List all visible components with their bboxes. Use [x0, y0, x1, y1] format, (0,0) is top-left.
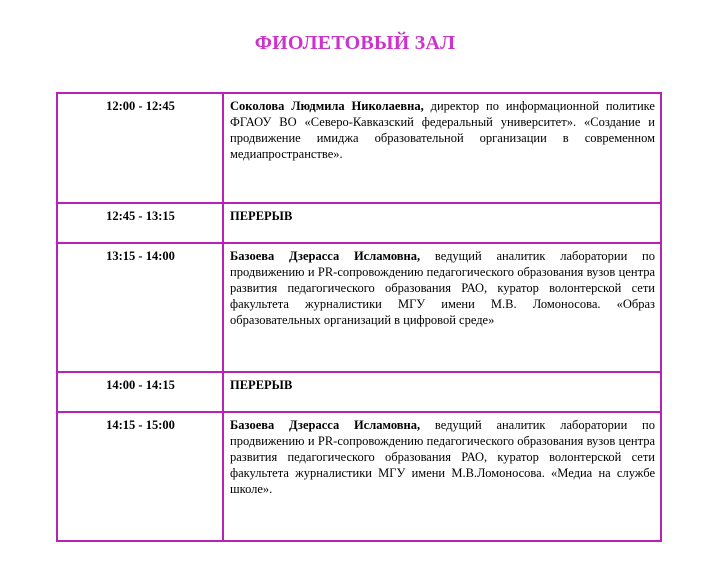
- speaker-name: Базоева Дзерасса Исламовна,: [230, 418, 421, 432]
- schedule-row-break: [57, 372, 661, 412]
- schedule-row: [57, 412, 661, 541]
- schedule-table: [56, 92, 662, 542]
- schedule-row: [57, 243, 661, 372]
- description-cell: [223, 372, 661, 412]
- speaker-name: Соколова Людмила Николаевна,: [230, 99, 424, 113]
- time-cell: 13:15 - 14:00: [57, 243, 223, 372]
- time-cell: 12:45 - 13:15: [57, 203, 223, 243]
- speaker-details: директор по информационной политике ФГАОУ ВО «Северо-Кавказский федеральный университет». «Создание и продвижение имиджа образовательной организации в современном медиапространстве».: [230, 99, 655, 161]
- description-cell: [223, 203, 661, 243]
- speaker-name: Базоева Дзерасса Исламовна,: [230, 249, 421, 263]
- page-title: ФИОЛЕТОВЫЙ ЗАЛ: [254, 32, 456, 54]
- description-cell: [223, 412, 661, 541]
- schedule-row: [57, 93, 661, 203]
- break-label: ПЕРЕРЫВ: [230, 378, 293, 392]
- break-label: ПЕРЕРЫВ: [230, 209, 293, 223]
- time-cell: 14:15 - 15:00: [57, 412, 223, 541]
- description-cell: [223, 243, 661, 372]
- time-cell: 14:00 - 14:15: [57, 372, 223, 412]
- description-cell: [223, 93, 661, 203]
- schedule-row-break: [57, 203, 661, 243]
- time-cell: 12:00 - 12:45: [57, 93, 223, 203]
- speaker-details: ведущий аналитик лаборатории по продвижению и PR-сопровождению педагогического образования вузов центра развития педагогического образования РАО, куратор волонтерской сети факультета журналистики МГУ имени М.В.Ломоносова. «Медиа на службе школе».: [230, 418, 655, 496]
- speaker-details: ведущий аналитик лаборатории по продвижению и PR-сопровождению педагогического образования вузов центра развития педагогического образования РАО, куратор волонтерской сети факультета журналистики МГУ имени М.В. Ломоносова. «Образ образовательных организаций в цифровой среде»: [230, 249, 655, 327]
